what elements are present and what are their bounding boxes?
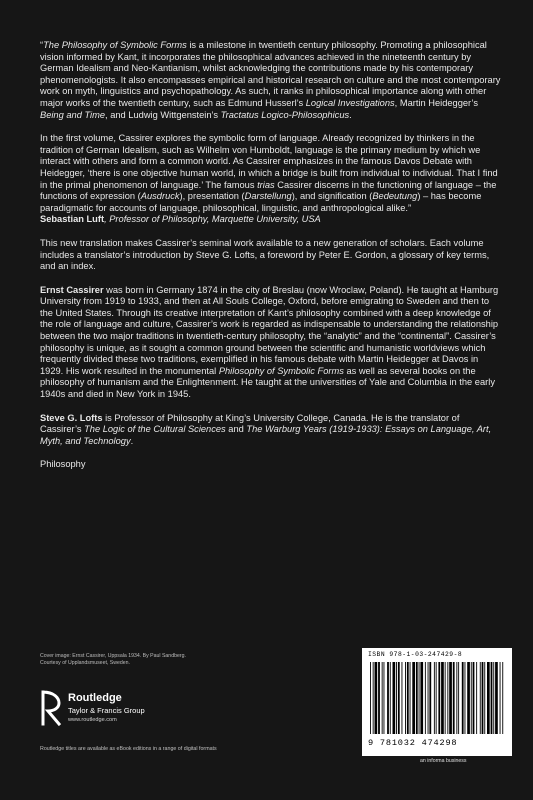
barcode-bar: [407, 662, 409, 734]
barcode-bar: [419, 662, 420, 734]
barcode-bar: [487, 662, 490, 734]
translator-bio: Steve G. Lofts is Professor of Philosophy at King’s University College, Canada. He is the translator of Cassirer’s The Logic of the Cultural Sciences and The Warburg Years (1919-1933): Essays on Language, Art, Myth, and Technology.: [40, 412, 492, 446]
blurb-paragraph-2: In the first volume, Cassirer explores the symbolic form of language. Already recognized by thinkers in the tradition of German Idealism, such as Wilhelm von Humboldt, language is the primary medium by which we interact with others and form a common world. As Cassirer emphasizes in the famous Davos Debate with Heidegger, ‘there is one objective human world, in which a bridge is built from individual to individual. That I find in the primal phenomenon of language.’ The famous trias Cassirer discerns in the functioning of language – the functions of expression (Ausdruck), presentation (Darstellung), and signification (Bedeutung) – has become paradigmatic for accounts of language, philosophical, linguistic, and anthropological alike.”: [40, 133, 498, 213]
barcode-bar: [410, 662, 411, 734]
barcode-bar: [420, 662, 423, 734]
barcode-bar: [482, 662, 484, 734]
blurb-paragraph-1: “The Philosophy of Symbolic Forms is a milestone in twentieth century philosophy. Promoting a philosophical vision informed by Kant, it incorporates the philosophical advances achieved in the nineteenth century by German Idealism and Neo-Kantianism, whilst acknowledging the contributions made by his contemporary phenomenologists. It also encompasses empirical and historical research on culture and the most contemporary work on myth, linguistics and psychopathology. As such, it ranks in philosophical importance along with other major works of the twentieth century, such as Edmund Husserl’s Logical Investigations, Martin Heidegger’s Being and Time, and Ludwig Wittgenstein’s Tractatus Logico-Philosophicus.: [40, 40, 501, 120]
barcode-bar: [393, 662, 396, 734]
barcode-bar: [436, 662, 437, 734]
blurb-attribution: Sebastian Luft, Professor of Philosophy, Marquette University, USA: [40, 214, 321, 225]
barcode-bar: [387, 662, 389, 734]
barcode-bar: [491, 662, 493, 734]
barcode-bar: [495, 662, 498, 734]
barcode-digits: 9 781032 474298: [368, 738, 458, 748]
barcode-bar: [447, 662, 448, 734]
barcode-bar: [456, 662, 457, 734]
barcode-bar: [500, 662, 501, 734]
publisher-group: Taylor & Francis Group: [68, 706, 145, 715]
publisher-url: www.routledge.com: [68, 717, 117, 723]
barcode-bar: [405, 662, 406, 734]
barcode-bar: [382, 662, 383, 734]
barcode-bar: [473, 662, 475, 734]
barcode-bar: [416, 662, 418, 734]
barcode-bar: [384, 662, 385, 734]
barcode-bar: [438, 662, 440, 734]
barcode-bar: [471, 662, 472, 734]
barcode-bar: [373, 662, 374, 734]
barcode-bars: [370, 662, 504, 734]
barcode-bar: [465, 662, 466, 734]
barcode-bar: [458, 662, 459, 734]
barcode-bar: [467, 662, 470, 734]
barcode-bar: [434, 662, 435, 734]
barcode: [362, 648, 512, 756]
barcode-bar: [502, 662, 503, 734]
barcode-bar: [453, 662, 455, 734]
barcode-bar: [445, 662, 446, 734]
barcode-bar: [462, 662, 464, 734]
barcode-bar: [370, 662, 371, 734]
barcode-bar: [493, 662, 494, 734]
barcode-bar: [375, 662, 378, 734]
barcode-bar: [390, 662, 391, 734]
cover-image-credit: Cover image: Ernst Cassirer, Uppsala 1934. By Paul Sandberg. Courtesy of Upplandsmuseet, Sweden.: [40, 653, 186, 666]
barcode-bar: [441, 662, 444, 734]
barcode-bar: [449, 662, 452, 734]
barcode-bar: [412, 662, 415, 734]
informa-tagline: an informa business: [420, 758, 467, 764]
barcode-bar: [425, 662, 426, 734]
routledge-logo-icon: [40, 690, 62, 726]
ebook-footnote: Routledge titles are available as eBook editions in a range of digital formats: [40, 746, 217, 752]
publisher-name: Routledge: [68, 692, 122, 704]
barcode-bar: [428, 662, 429, 734]
publisher-logo: [40, 690, 240, 730]
translation-paragraph: This new translation makes Cassirer’s seminal work available to a new generation of scholars. Each volume includes a translator’s introduction by Steve G. Lofts, a foreword by Peter E. Gordon, a glossary of key terms, and an index.: [40, 237, 490, 272]
barcode-bar: [402, 662, 403, 734]
barcode-bar: [429, 662, 431, 734]
barcode-bar: [484, 662, 485, 734]
barcode-bar: [378, 662, 380, 734]
author-bio: Ernst Cassirer was born in Germany 1874 in the city of Breslau (now Wroclaw, Poland). He taught at Hamburg University from 1919 to 1933, and then at All Souls College, Oxford, before emigrating to Sweden and then to the United States. Through its creative interpretation of Kant’s philosophy combined with a deep knowledge of the role of language and culture, Cassirer’s work is regarded as indispensable to understanding the relationship between the two major traditions in twentieth-century philosophy, the “analytic” and the “continental”. Cassirer’s philosophy is unique, as it sought a common ground between the scientific and humanistic worldviews which frequently divided these two traditions, exemplified in his famous debate with Martin Heidegger at Davos in 1929. His work resulted in the monumental Philosophy of Symbolic Forms as well as several books on the philosophy of humanism and the Enlightenment. He taught at the universities of Yale and Columbia in the early 1940s and died in New York in 1945.: [40, 284, 499, 400]
back-cover-text: [40, 40, 502, 469]
barcode-bar: [476, 662, 477, 734]
barcode-bar: [396, 662, 397, 734]
subject-category: Philosophy: [40, 459, 86, 470]
isbn-text: ISBN 978-1-03-247429-8: [368, 651, 463, 658]
barcode-bar: [398, 662, 400, 734]
barcode-bar: [480, 662, 481, 734]
